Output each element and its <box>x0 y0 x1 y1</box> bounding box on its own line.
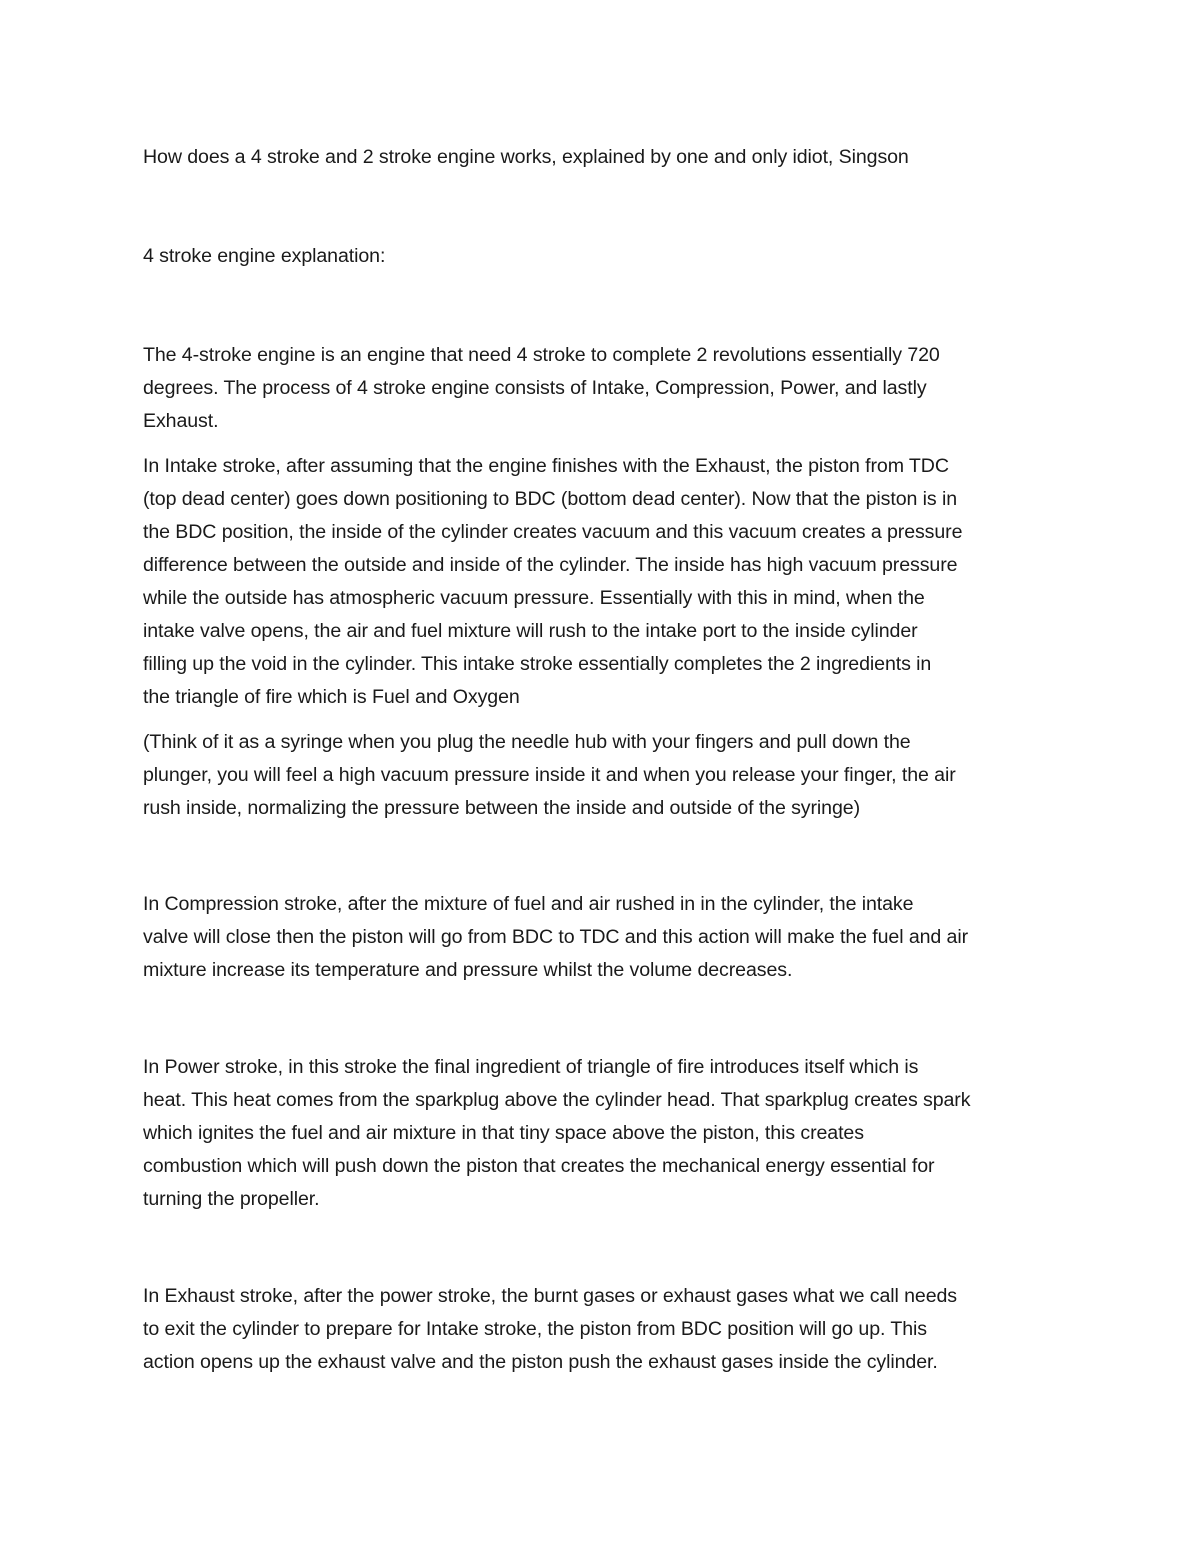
document-title: How does a 4 stroke and 2 stroke engine works, explained by one and only idiot, Singson <box>143 146 909 168</box>
section-heading: 4 stroke engine explanation: <box>143 245 386 267</box>
paragraph-compression-stroke: In Compression stroke, after the mixture of fuel and air rushed in in the cylinder, the intake valve will close then the piston will go from BDC to TDC and this action will make the fuel and air mixture increase its temperature and pressure whilst the volume decreases. <box>143 893 969 981</box>
paragraph-overview: The 4-stroke engine is an engine that need 4 stroke to complete 2 revolutions essentially 720 degrees. The process of 4 stroke engine consists of Intake, Compression, Power, and lastly Exhaust. <box>143 344 940 432</box>
paragraph-exhaust-stroke: In Exhaust stroke, after the power stroke, the burnt gases or exhaust gases what we call needs to exit the cylinder to prepare for Intake stroke, the piston from BDC position will go up. This action opens up the exhaust valve and the piston push the exhaust gases inside the cylinder. <box>143 1285 957 1373</box>
document-body <box>143 141 1063 1379</box>
paragraph-syringe-analogy: (Think of it as a syringe when you plug the needle hub with your fingers and pull down the plunger, you will feel a high vacuum pressure inside it and when you release your finger, the air rush inside, normalizing the pressure between the inside and outside of the syringe) <box>143 731 956 819</box>
paragraph-power-stroke: In Power stroke, in this stroke the final ingredient of triangle of fire introduces itself which is heat. This heat comes from the sparkplug above the cylinder head. That sparkplug creates spark which ignites the fuel and air mixture in that tiny space above the piston, this creates combustion which will push down the piston that creates the mechanical energy essential for turning the propeller. <box>143 1056 971 1210</box>
paragraph-intake-stroke: In Intake stroke, after assuming that the engine finishes with the Exhaust, the piston from TDC (top dead center) goes down positioning to BDC (bottom dead center). Now that the piston is in the BDC position, the inside of the cylinder creates vacuum and this vacuum creates a pressure difference between the outside and inside of the cylinder. The inside has high vacuum pressure while the outside has atmospheric vacuum pressure. Essentially with this in mind, when the intake valve opens, the air and fuel mixture will rush to the intake port to the inside cylinder filling up the void in the cylinder. This intake stroke essentially completes the 2 ingredients in the triangle of fire which is Fuel and Oxygen <box>143 455 963 708</box>
